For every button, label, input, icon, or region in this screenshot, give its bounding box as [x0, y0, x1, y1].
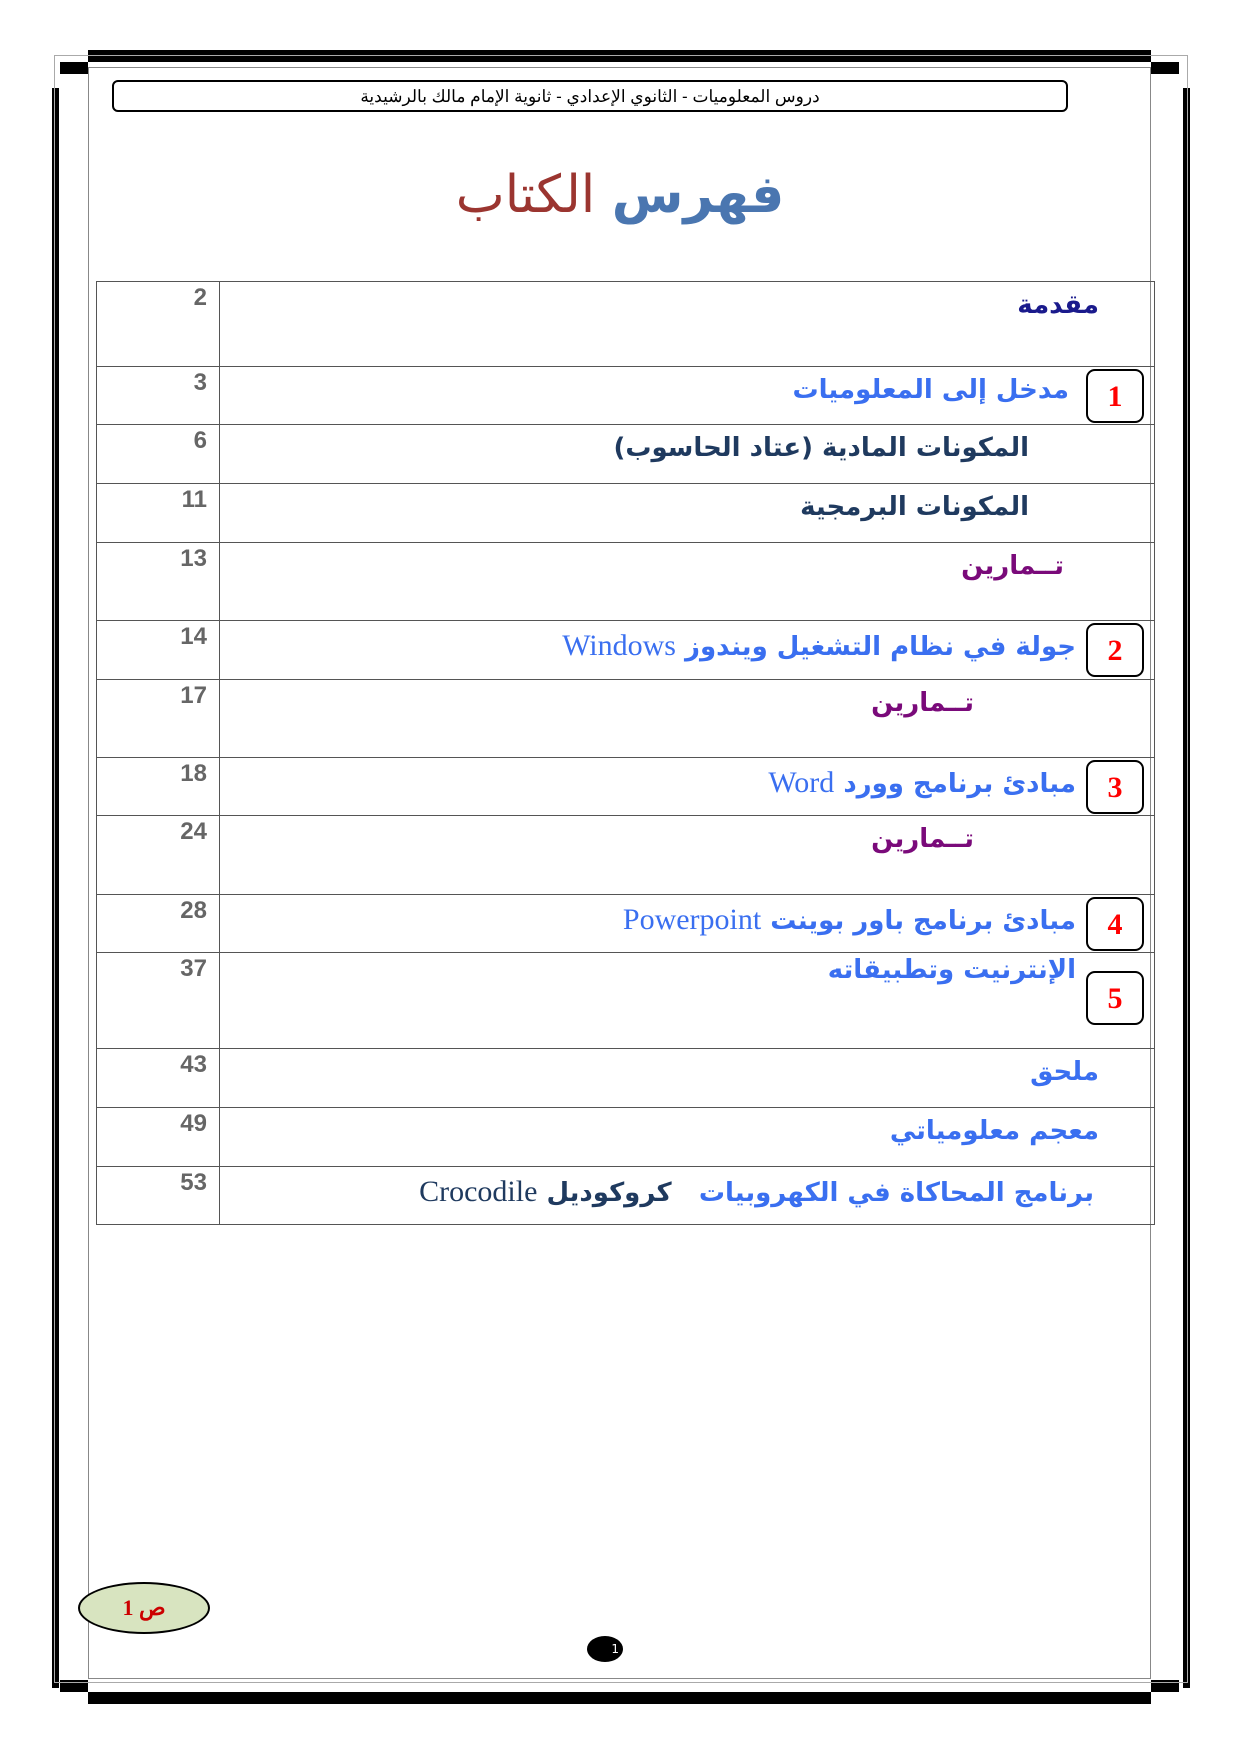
entry-latin: Crocodile [419, 1175, 538, 1208]
toc-row [97, 1167, 1155, 1225]
entry-title: تــمارين [871, 824, 974, 854]
toc-row [97, 895, 1155, 953]
toc-entry[interactable] [220, 758, 1155, 816]
frame-bottom [88, 1692, 1151, 1704]
entry-title: مقدمة [1017, 290, 1099, 320]
entry-title: مبادئ برنامج وورد [843, 769, 1076, 799]
entry-title: الإنترنيت وتطبيقاته [827, 955, 1076, 985]
entry-title: تــمارين [961, 551, 1064, 581]
entry-title: المكونات البرمجية [800, 492, 1029, 522]
page-number: 43 [97, 1049, 220, 1108]
entry-title: ملحق [1030, 1057, 1099, 1087]
entry-title: تــمارين [871, 688, 974, 718]
toc-row [97, 543, 1155, 621]
chapter-number: 3 [1086, 760, 1144, 814]
entry-title: جولة في نظام التشغيل ويندوز [685, 632, 1076, 662]
toc-row [97, 680, 1155, 758]
page-number: 24 [97, 816, 220, 895]
page-number: 11 [97, 484, 220, 543]
toc-entry[interactable] [220, 816, 1155, 895]
title-part2: الكتاب [455, 165, 596, 225]
toc-entry[interactable] [220, 680, 1155, 758]
chapter-number: 5 [1086, 971, 1144, 1025]
toc-row [97, 484, 1155, 543]
entry-latin: Windows [562, 629, 676, 662]
entry-title: معجم معلومياتي [889, 1116, 1099, 1146]
toc-entry[interactable] [220, 543, 1155, 621]
entry-title: برنامج المحاكاة في الكهروبيات [698, 1178, 1094, 1208]
chapter-number: 1 [1086, 369, 1144, 423]
entry-title: مبادئ برنامج باور بوينت [770, 906, 1076, 936]
entry-latin: Word [768, 766, 835, 799]
entry-title: المكونات المادية (عتاد الحاسوب) [613, 433, 1029, 463]
entry-subtitle: كروكوديل [546, 1178, 672, 1208]
page-number: 6 [97, 425, 220, 484]
toc-row [97, 282, 1155, 367]
toc-entry[interactable] [220, 1167, 1155, 1225]
page-dot: 1 [587, 1636, 623, 1662]
page-number: 3 [97, 367, 220, 425]
toc-row [97, 1049, 1155, 1108]
page-number: 53 [97, 1167, 220, 1225]
page-number: 2 [97, 282, 220, 367]
toc-entry[interactable] [220, 895, 1155, 953]
page-title [0, 165, 1240, 225]
entry-title: مدخل إلى المعلوميات [792, 375, 1069, 405]
toc-row [97, 621, 1155, 680]
page-number: 17 [97, 680, 220, 758]
page-number-badge: ص 1 [78, 1582, 210, 1634]
page-number: 14 [97, 621, 220, 680]
page-number: 49 [97, 1108, 220, 1167]
toc-row [97, 1108, 1155, 1167]
toc-row [97, 367, 1155, 425]
toc-row [97, 758, 1155, 816]
toc-row [97, 425, 1155, 484]
chapter-number: 2 [1086, 623, 1144, 677]
page-number: 18 [97, 758, 220, 816]
toc-entry[interactable] [220, 1049, 1155, 1108]
page-number: 28 [97, 895, 220, 953]
page-number: 37 [97, 953, 220, 1049]
toc-entry[interactable] [220, 282, 1155, 367]
toc-entry[interactable] [220, 425, 1155, 484]
toc-entry[interactable] [220, 953, 1155, 1049]
toc-entry[interactable] [220, 484, 1155, 543]
header-banner: دروس المعلوميات - الثانوي الإعدادي - ثانوية الإمام مالك بالرشيدية [112, 80, 1068, 112]
toc-entry[interactable] [220, 621, 1155, 680]
toc-row [97, 953, 1155, 1049]
toc-entry[interactable] [220, 1108, 1155, 1167]
toc-row [97, 816, 1155, 895]
toc-entry[interactable] [220, 367, 1155, 425]
title-part1: فهرس [611, 165, 785, 225]
toc-table [96, 281, 1155, 1225]
chapter-number: 4 [1086, 897, 1144, 951]
entry-latin: Powerpoint [622, 903, 762, 936]
page-number: 13 [97, 543, 220, 621]
